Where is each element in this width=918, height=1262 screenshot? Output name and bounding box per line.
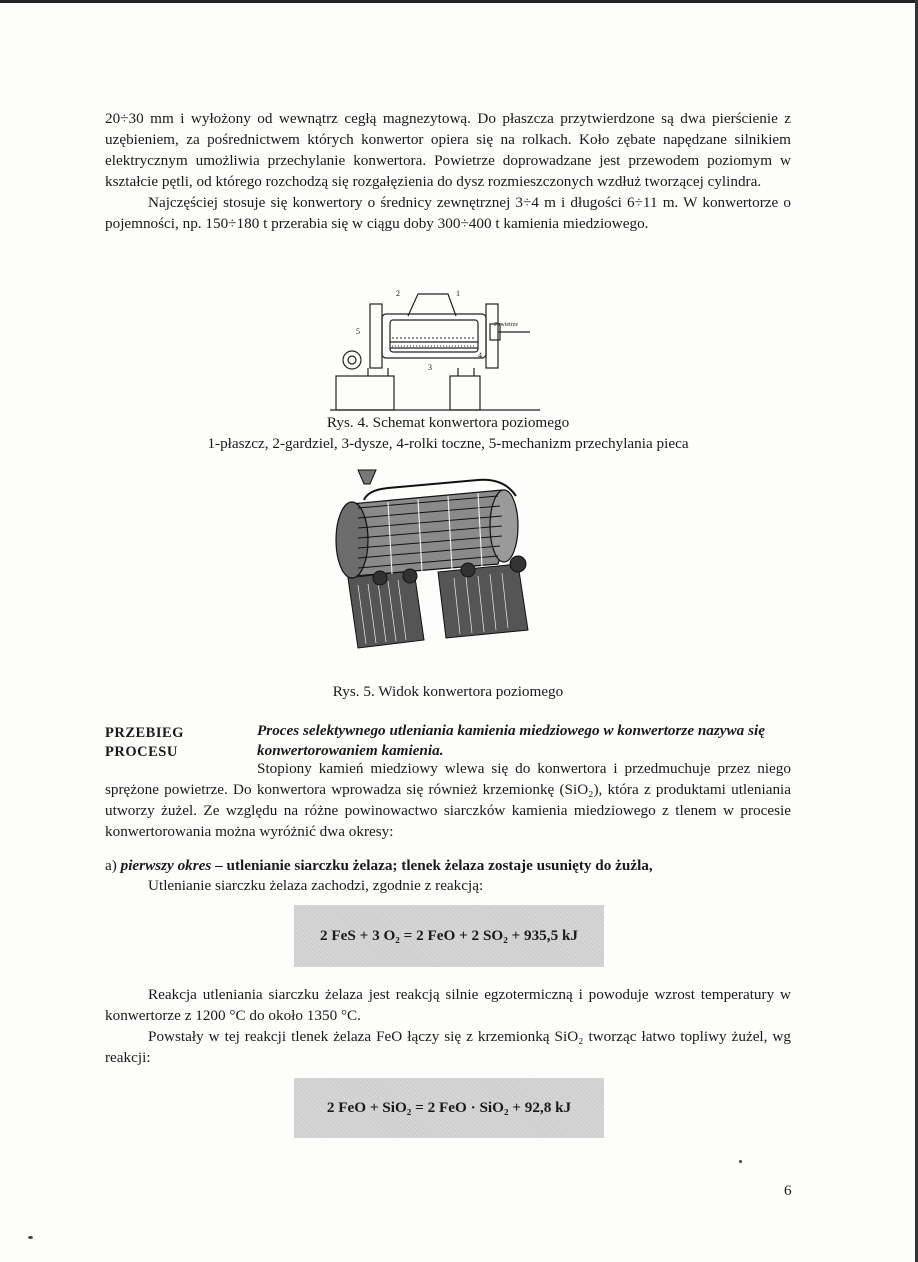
equation-2: 2 FeO + SiO₂ = 2 FeO · SiO₂ + 92,8 kJ [326,1099,572,1116]
side-label-line-2: PROCESU [105,744,178,760]
figure-4-label-3: 3 [428,363,432,372]
section-side-label [105,724,184,762]
intro-paragraph-2: Najczęściej stosuje się konwertory o średnicy zewnętrznej 3÷4 m i długości 6÷11 m. W konwertorze o pojemności, np. 150÷180 t przerabia się w ciągu doby 300÷400 t kamienia miedziowego. [105,194,791,232]
page-number: 6 [784,1182,792,1199]
ring-gear-left [370,304,382,368]
converter-mouth-hood [358,470,376,484]
side-label-line-1: PRZEBIEG [105,725,184,741]
period-heading [105,855,791,876]
equation-1: 2 FeS + 3 O₂ = 2 FeO + 2 SO₂ + 935,5 kJ [319,927,579,944]
equation-box-1 [294,905,604,967]
roller-icon [373,571,387,585]
scan-speck [28,1236,33,1239]
figure-4-label-4: 4 [478,351,482,360]
figure-4-caption [105,412,791,454]
figure-4-label-1: 1 [456,289,460,298]
scan-top-edge [0,0,918,3]
process-paragraph-4: Powstały w tej reakcji tlenek żelaza FeO łączy się z krzemionką SiO₂ tworząc łatwo topliwy żużel, wg reakcji: [105,1028,791,1066]
figure-4-label-5: 5 [356,327,360,336]
intro-paragraph-1: 20÷30 mm i wyłożony od wewnątrz cegłą magnezytową. Do płaszcza przytwierdzone są dwa pierścienie z uzębieniem, za pośrednictwem których konwertor opiera się na rolkach. Koło zębate napędzane silnikiem elektrycznym umożliwia przechylanie konwertora. Powietrze doprowadzane jest przewodem poziomym w kształcie pętli, od którego rozchodzą się rozgałęzienia do dysz rozmieszczonych wzdłuż tworzącej cylindra. [105,110,791,190]
support-right [450,376,480,410]
motor-icon [343,351,361,369]
foundation-right [438,564,528,638]
period-prefix: a) [105,857,121,874]
figure-4-air-label: Powietrze [494,322,518,328]
figure-4-caption-legend: 1-płaszcz, 2-gardziel, 3-dysze, 4-rolki toczne, 5-mechanizm przechylania pieca [207,435,689,452]
post-reaction-text [105,984,791,1068]
converter-shell [382,314,486,358]
process-paragraph-1: Stopiony kamień miedziowy wlewa się do konwertora i przedmuchuje przez niego sprężone powietrze. Do konwertora wprowadza się również krzemionkę (SiO₂), która z produktami utleniania utworzy żużel. Ze względu na różne powinowactwo siarczków kamienia miedziowego z tlenem w procesie konwertorowania można wyróżnić dwa okresy: [105,760,791,840]
process-paragraph-3: Reakcja utleniania siarczku żelaza jest reakcją silnie egzotermiczną i powoduje wzrost temperatury w konwertorze z 1200 °C do około 1350 °C. [105,986,791,1024]
process-text [105,758,791,842]
support-left [336,376,394,410]
intro-text [105,108,791,234]
figure-4-converter-schematic [330,286,540,412]
reaction-intro [105,875,791,896]
figure-5-caption: Rys. 5. Widok konwertora poziomego [332,683,564,700]
converter-mouth [408,294,456,316]
period-name: pierwszy okres [120,857,212,874]
reaction-intro-text: Utlenianie siarczku żelaza zachodzi, zgodnie z reakcją: [148,877,484,894]
figure-5-converter-illustration [328,460,546,650]
section-lead: Proces selektywnego utleniania kamienia miedziowego w konwertorze nazywa się konwertorowaniem kamienia. [257,722,765,759]
ring-gear-right [486,304,498,368]
converter-end-cap [336,502,368,578]
figure-4-caption-title: Rys. 4. Schemat konwertora poziomego [326,414,570,431]
period-description: – utlenianie siarczku żelaza; tlenek żelaza zostaje usunięty do żużla, [211,857,653,874]
equation-box-2 [294,1078,604,1138]
scan-speck [739,1160,742,1163]
figure-4-label-2: 2 [396,289,400,298]
